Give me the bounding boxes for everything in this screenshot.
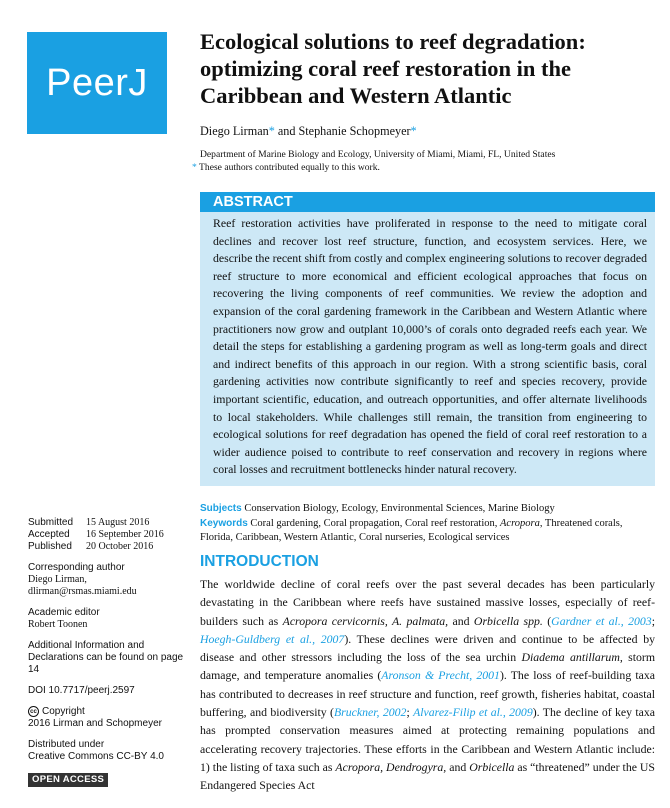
species-name: Acropora cervicornis, A. palmata, [282, 613, 449, 628]
text-run: and [448, 613, 474, 628]
author-name[interactable]: Stephanie Schopmeyer [298, 124, 411, 138]
subjects-text: Conservation Biology, Ecology, Environmental Sciences, Marine Biology [244, 503, 555, 514]
author-conjunction: and [277, 124, 296, 138]
abstract-heading: ABSTRACT [200, 192, 655, 212]
corresponding-email[interactable]: dlirman@rsmas.miami.edu [28, 586, 137, 597]
text-run: ( [542, 613, 552, 628]
copyright [28, 706, 188, 730]
open-access-badge: OPEN ACCESS [28, 773, 108, 787]
keywords-text-rest: , Threatened corals, Florida, Caribbean, Western Atlantic, Coral nurseries, Ecological services [200, 517, 623, 543]
corresponding-label: Corresponding author [28, 562, 125, 573]
abstract-text: Reef restoration activities have proliferated in response to the need to mitigate coral declines and recover lost reef structure, function, and ecosystem services. Here, we describe the recent shift from costly and complex engineering solutions to recover degraded reef structure to more economical and efficient ecological approaches that focus on recovering the living components of reef communities. We review the adoption and expansion of the coral gardening framework in the Caribbean and Western Atlantic where practitioners now grow and outplant 10,000’s of corals onto degraded reefs each year. We detail the steps for establishing a gardening program as well as long-term goals and direct and indirect benefits of this approach in our region. With a strong scientific basis, coral gardening activities now contribute significantly to reef and species recovery, provide important scientific, education, and outreach opportunities, and offer alternate livelihoods to local stakeholders. While challenges still remain, the transition from engineering to ecological solutions for reef degradation has opened the field of coral reef restoration to a wider audience poised to contribute to reef conservation and recovery in regions where coral losses and recruitment bottlenecks hinder natural recovery. [213, 216, 647, 477]
submitted-label: Submitted [28, 517, 74, 528]
affiliation: Department of Marine Biology and Ecology, University of Miami, Miami, FL, United States [200, 149, 556, 160]
copyright-text: 2016 Lirman and Schopmeyer [28, 718, 162, 730]
logo-text: PeerJ [46, 61, 148, 104]
text-run: The worldwide decline of coral reefs over the past several decades has been particularly devastating in the Caribbean where reefs have sustained massive losses, especially of reef-builders such as [200, 577, 655, 628]
text-run: ). The decline of key taxa has prompted conservation measures aimed at protecting remaining populations and accelerating recovery trajectories. These efforts in the Caribbean and Western Atlantic include: 1) the listing of taxa such as [200, 705, 656, 774]
peerj-logo[interactable] [27, 32, 167, 134]
publication-dates [28, 517, 188, 553]
keywords-text: Coral gardening, Coral propagation, Coral reef restoration, [250, 517, 501, 529]
citation-link[interactable]: Alvarez-Filip et al., 2009 [413, 705, 533, 720]
additional-info: Additional Information and Declarations can be found on page 14 [28, 640, 184, 675]
accepted-date: 16 September 2016 [86, 529, 164, 540]
species-name: Diadema antillarum, [521, 650, 623, 665]
text-run: ). The loss of reef-building taxa has contributed to decreases in reef structure and function, reef growth, fisheries habitat, coastal buffering, and biodiversity ( [200, 668, 656, 720]
introduction-heading: INTRODUCTION [200, 553, 319, 570]
copyright-label: Copyright [42, 706, 85, 718]
species-name: Acropora, Dendrogyra, [335, 759, 447, 774]
article-title: Ecological solutions to reef degradation: optimizing coral reef restoration in the Caribbean and Western Atlantic [200, 29, 586, 108]
corresponding-name: Diego Lirman, [28, 574, 87, 585]
published-date: 20 October 2016 [86, 541, 154, 552]
corresponding-author [28, 562, 188, 598]
article-sidebar [28, 517, 188, 787]
text-run: ). These declines were driven and continue to be affected by disease and other stressors including the loss of the sea urchin [200, 631, 655, 665]
keyword-italic: Acropora [500, 517, 540, 529]
citation-link[interactable]: Aronson & Precht, 2001 [381, 668, 500, 683]
text-run: and [446, 759, 470, 774]
citation-link[interactable]: Gardner et al., 2003 [551, 613, 652, 628]
text-run: ; [406, 705, 414, 720]
author-star: * [268, 124, 275, 138]
author-star: * [410, 124, 417, 138]
distributed-label: Distributed under [28, 739, 105, 751]
species-name: Orbicella [469, 759, 515, 774]
cc-icon: cc [28, 706, 39, 717]
author-name[interactable]: Diego Lirman [200, 124, 269, 138]
introduction-text [200, 575, 655, 795]
author-list [200, 124, 417, 139]
accepted-label: Accepted [28, 529, 70, 540]
subjects-label: Subjects [200, 503, 242, 514]
text-run: as “threatened” under the US Endangered Species Act [200, 759, 655, 793]
note-text: These authors contributed equally to this work. [199, 162, 380, 173]
academic-editor [28, 607, 188, 631]
submitted-date: 15 August 2016 [86, 517, 150, 528]
keywords-label: Keywords [200, 517, 248, 529]
equal-contribution-note [192, 162, 380, 173]
species-name: Orbicella spp. [473, 613, 543, 628]
citation-link[interactable]: Bruckner, 2002 [333, 705, 407, 720]
published-label: Published [28, 541, 72, 552]
citation-link[interactable]: Hoegh-Guldberg et al., 2007 [200, 631, 345, 646]
note-star: * [192, 162, 197, 173]
editor-name: Robert Toonen [28, 619, 88, 630]
editor-label: Academic editor [28, 607, 100, 618]
doi[interactable]: DOI 10.7717/peerj.2597 [28, 685, 135, 696]
subjects-keywords [200, 502, 655, 546]
license-link[interactable]: Creative Commons CC-BY 4.0 [28, 751, 164, 763]
text-run: storm damage, and temperature anomalies ( [200, 650, 656, 683]
license-info [28, 739, 188, 763]
abstract-box [200, 192, 655, 486]
text-run: ; [651, 613, 655, 628]
